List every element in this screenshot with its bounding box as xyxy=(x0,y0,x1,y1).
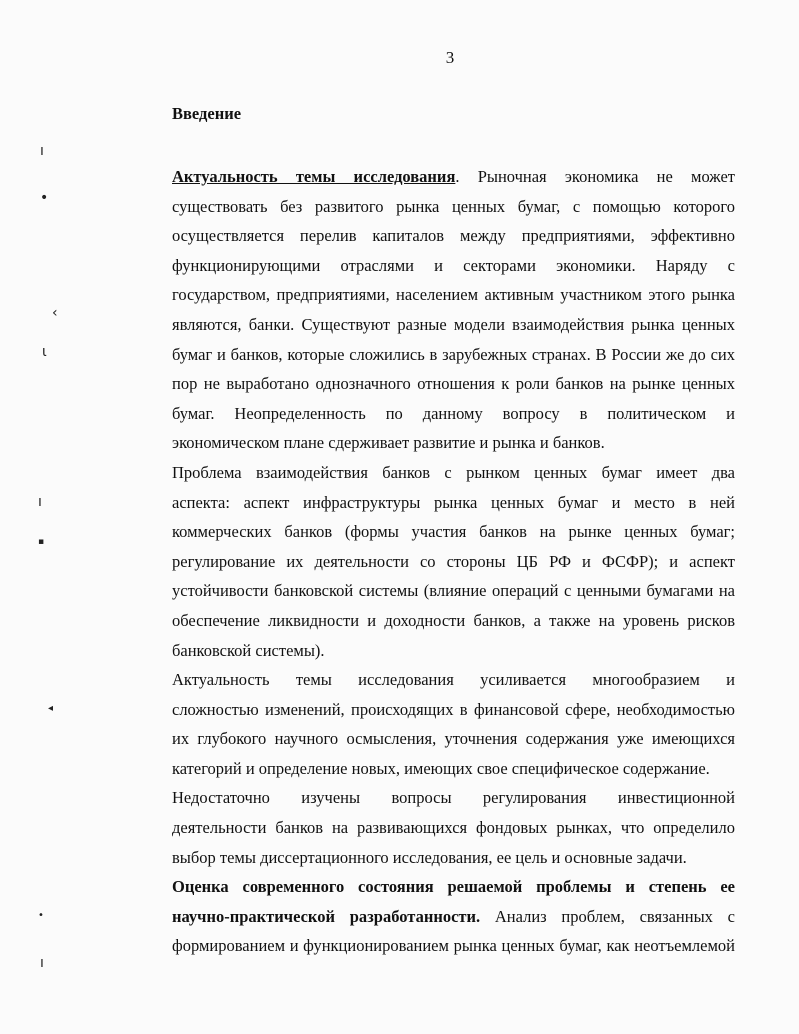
paragraph-relevance-increase xyxy=(127,665,735,783)
text-line: государством, предприятиями, населением активным участником этого рынка xyxy=(172,285,735,305)
assessment-lead: научно-практической разработанности. xyxy=(172,906,481,926)
text-line: сложностью изменений, происходящих в финансовой сфере, необходимостью xyxy=(172,699,735,719)
text-line: функционирующими отраслями и секторами экономики. Наряду с xyxy=(172,255,735,275)
text-line: Проблема взаимодействия банков с рынком ценных бумаг имеет два xyxy=(172,462,735,482)
scan-mark: ▪ xyxy=(38,537,45,547)
text-line: устойчивости банковской системы (влияние операций с ценными бумагами на xyxy=(172,581,735,601)
text-line: категорий и определение новых, имеющих свое специфическое содержание. xyxy=(172,758,710,778)
body-text xyxy=(127,162,735,961)
text-line: Недостаточно изучены вопросы регулирования инвестиционной xyxy=(172,788,735,808)
text-line: регулирование их деятельности со стороны ЦБ РФ и ФСФР); и аспект xyxy=(172,551,735,571)
text-line: бумаг и банков, которые сложились в зарубежных странах. В России же до сих xyxy=(172,344,735,364)
text-line: существовать без развитого рынка ценных бумаг, с помощью которого xyxy=(172,196,735,216)
text-line: экономическом плане сдерживает развитие и рынка и банков. xyxy=(172,433,605,453)
paragraph-problem xyxy=(127,458,735,665)
text-line: Актуальность темы исследования. Рыночная экономика не может xyxy=(172,167,736,186)
text-line: аспекта: аспект инфраструктуры рынка ценных бумаг и место в ней xyxy=(172,492,735,512)
text-line: банковской системы). xyxy=(172,640,325,660)
text-line: осуществляется перелив капиталов между предприятиями, эффективно xyxy=(172,226,735,246)
scan-mark: ı xyxy=(40,955,44,971)
scan-mark: ı xyxy=(40,143,44,159)
text-line: выбор темы диссертационного исследования, ее цель и основные задачи. xyxy=(172,847,687,867)
text-line: их глубокого научного осмысления, уточнения содержания уже имеющихся xyxy=(172,729,735,749)
text-line: формированием и функционированием рынка ценных бумаг, как неотъемлемой xyxy=(172,936,735,956)
paragraph-insufficient-study xyxy=(127,783,735,872)
scan-mark: ι xyxy=(42,344,47,360)
section-heading: Введение xyxy=(172,104,242,123)
text-line: научно-практической разработанности. Анализ проблем, связанных с xyxy=(172,906,735,926)
text-line: Актуальность темы исследования усиливается многообразием и xyxy=(172,670,735,690)
scan-mark: • xyxy=(38,910,44,921)
text-line: деятельности банков на развивающихся фондовых рынках, что определило xyxy=(172,818,735,838)
scan-mark: ı xyxy=(38,494,42,510)
text-line: бумаг. Неопределенность по данному вопросу в политическом и xyxy=(172,403,735,423)
text-line: Оценка современного состояния решаемой проблемы и степень ее xyxy=(172,877,735,897)
relevance-lead: Актуальность темы исследования xyxy=(172,167,456,186)
scan-mark: ◂ xyxy=(48,703,54,714)
text-line: обеспечение ликвидности и доходности банков, а также на уровень рисков xyxy=(172,610,735,630)
page-number: 3 xyxy=(445,48,455,67)
scan-mark: ‹ xyxy=(52,305,58,321)
text-line: коммерческих банков (формы участия банков на рынке ценных бумаг; xyxy=(172,522,735,542)
text-line: пор не выработано однозначного отношения к роли банков на рынке ценных xyxy=(172,374,735,394)
paragraph-relevance xyxy=(127,162,735,458)
paragraph-assessment xyxy=(127,872,735,961)
scan-mark: • xyxy=(40,190,49,206)
text-line: являются, банки. Существуют разные модели взаимодействия рынка ценных xyxy=(172,314,735,334)
